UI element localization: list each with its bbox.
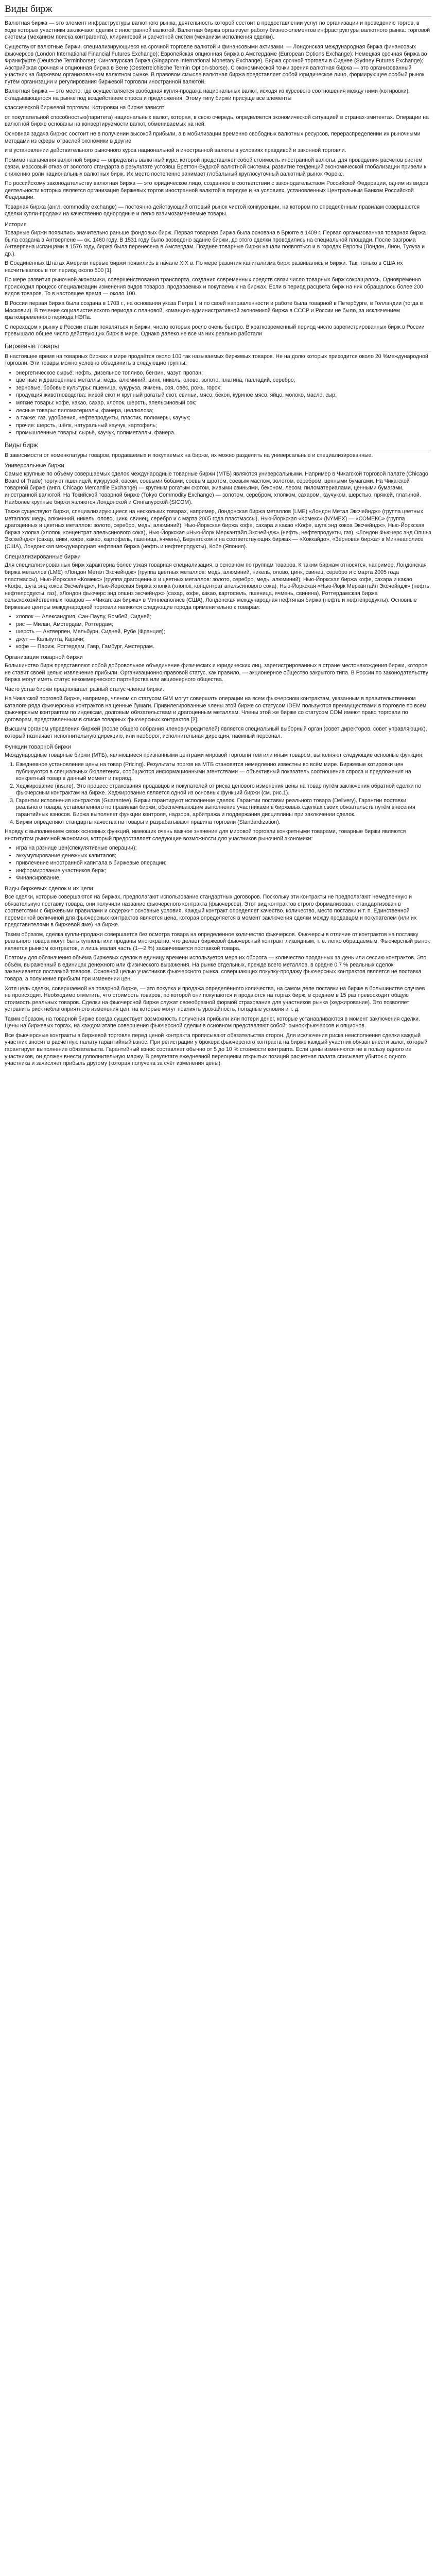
list-item: • рис — Милан, Амстердам, Роттердам; [16,621,431,629]
list-item: • Финансирование. [16,875,431,882]
deals-paragraph: Поэтому для обозначения объёма биржевых сделок в единицу времени используется мера их оборота — количество проданных за день или сессию контрактов. Это объём, выраженный в единицах денежного или физического выражения. На рынке отдельных, прежде всего металлов, в средне 0,7 % реальных сделок заканчивается поставкой товаров. Основной целью участников фьючерсного рынка, совершающих покупку-продажу фьючерсных контрактов является не поставка товара, а получение прибыли при изменении цен. [5,955,427,982]
intro-section [5,20,431,218]
article [0,0,436,1077]
intro-paragraph: Помимо назначения валютной бирже — определять валютный курс, которой представляет собой стоимость иностранной валюты, для проведения расчетов систем связи, массовый отказ от золотого стандарта в результате устоявш Бреттон-Вудской валютной системы, развитие тенденций экономической глобализации привели к снижению роли национальных валютных бирж. Их место постепенно занимает глобальный круглосуточный валютный рынок Форекс. [5,157,427,177]
intro-paragraph: Основная задача биржи: состоит не в получении высокой прибыли, а в мобилизации временно свободных валютных ресурсов, перераспределении их рыночными методами из сферы отраслей экономики в другие [5,130,421,144]
deals-heading: Виды биржевых сделок и их цели [5,885,93,892]
universal-paragraph: Самые крупные по объёму совершаемых сделок международные товарные биржи (МТБ) являются универсальными. Например в Чикагской торговой палате (Chicago Board of Trade) торгуют пшеницей, кукурузой, овсом, соевыми бобами, соевым шротом, соевым маслом, золотом, серебром, ценными бумагами. На Чикагской товарной бирже (англ. Chicago Mercantile Exchange) — крупным рогатым скотом, живыми свиньями, беконом, лесом, пиломатериалами, ценными бумагами, иностранной валютой. На Токийской товарной бирже (Tokyo Commodity Exchange) — золотом, серебром, хлопком, сахаром, каучуком, шерстью, пряжей, платиной. Наиболее крупные биржи являются Лондонской и Сингапурской (SICOM). [5,471,428,505]
list-item: • информирование участников бирж; [16,868,431,875]
specialized-heading: Специализированные биржи [5,554,81,561]
functions-heading: Функции товарной биржи [5,743,71,750]
list-item: • прочие: шерсть, шёлк, натуральный каучук, картофель; [16,422,431,430]
list-item: 4. Биржи определяют стандарты качества на товары и разрабатывают правила торговли (Standardization). [16,819,431,826]
organization-heading: Организация товарной биржи [5,654,83,661]
functions-list [5,761,431,826]
organization-paragraph: Высшим органом управления биржей (после общего собрания членов-учредителей) является специальный выборный орган (совет директоров, совет управляющих), который назначает исполнительную дирекцию, или наоборот, исполнительная дирекция, наемный персонал. [5,726,427,740]
history-paragraph: Товарные биржи появились значительно раньше фондовых бирж. Первая товарная биржа была основана в Брюгге в 1409 г. Первая организованная товарная биржа была создана в Антверпене — ок. 1460 году. В 1531 году было возведено здание биржи, до этого сделки проводились на специальной площади. После разгрома Антверпена испанцами в 1576 году, биржа была перенесена в Амстердам. Позднее товарные биржи начали появляться и в городах Европы (Лондон, Лион, Тулуза и др.). [5,230,426,257]
universal-heading: Универсальные биржи [5,463,64,469]
list-item: • лесные товары: пиломатериалы, фанера, целлюлоза; [16,408,431,415]
organization-paragraph: На Чикагской торговой бирже, например, членом со статусом GIM могут совершать операции на всем фьючерсном контрактам, указанным в правительственном каталоге ряда фьючерсных контрактов на ценные бумаги. Привилегированные члены этой бирже со статусом IDEM пользуются преимуществами в торговле по всем фьючерсным контрактам по индексам, долговым обязательствам и драгоценным металлам. Члены этой же бирже со статусом COM имеют право торговли по договорам, представленным в списке товарных фьючерсных контрактов [2]. [5,696,427,723]
deals-paragraph: Таким образом, сделка купли-продажи совершается без осмотра товара на определённое количество фьючерсов. Фьючерсы в отличие от контрактов на поставку реального товара могут быть куплены или проданы многократно, что делает биржевой фьючерсный контракт ликвидным, т. е. легко обращаемым. Фьючерсный рынок является рынком контрактов, и лишь малая часть (1—2 %) заканчивается поставкой товара. [5,931,430,952]
functions-intro: Международные товарные биржи (МТБ), являющиеся признанными центрами мировой торговли тем или иным товаром, выполняют следующие основные функции: [5,752,424,758]
functions-after: Наряду с выполнением своих основных функций, имеющих очень важное значение для мировой торговли конкретными товарами, товарные биржи являются институтом рыночной экономики, который предоставляет следующие возможности для участников рыночной экономики: [5,828,406,842]
list-item: • промышленные товары: сырьё, каучук, полиметаллы, фанера. [16,430,431,437]
list-item: 1. Ежедневное установление цены на товар (Pricing). Результаты торгов на МТБ становятся немедленно известны во всём мире. Биржевые котировки цен публикуются в специальных бюллетенях, сообщаются информационными агентствами — объективный показатель соотношения спроса и предложения на конкретный товар в данный момент и период. [16,761,431,783]
goods-list [5,370,431,437]
list-item: • зерновые, бобовые культуры: пшеница, кукуруза, ячмень, соя, овёс, рожь, горох; [16,385,431,392]
list-item: • шерсть — Антверпен, Мельбурн, Сидней, Рубе (Франция); [16,629,431,636]
list-item: 3. Гарантии исполнения контрактов (Guarantee). Биржи гарантируют исполнение сделок. Гарантии поставки реального товара (Delivery). Гарантии поставки реального товара, установленного по правилам биржи, обеспечивающим выполнение участниками в биржевых сделках своих обязательств путём внесения гарантийных взносов. Биржа выполняет функции контроля, надзора, арбитража и поддержания дисциплины при заключении сделок. [16,798,431,819]
intro-paragraph: По российскому законодательству валютная биржа — это юридическое лицо, созданное в соответствии с законодательством Российской Федерации, одним из видов деятельности которых является организация биржевых торгов иностранной валютой в порядке и на условиях, установленных Центральным Банком Российской Федерации. [5,180,428,201]
page-title: Виды бирж [5,3,431,17]
list-item: • продукция животноводства: живой скот и крупный рогатый скот, свиньи, мясо, бекон, куриное мясо, яйцо, молоко, масло, сыр; [16,392,431,399]
list-item: • цветные и драгоценные металлы: медь, алюминий, цинк, никель, олово, золото, платина, палладий, серебро; [16,377,431,384]
list-item: • энергетическое сырьё: нефть, дизельное топливо, бензин, мазут, пропан; [16,370,431,377]
list-item: • игра на разнице цен(спекулятивные операции); [16,845,431,852]
intro-paragraph: Существуют валютные биржи, специализирующиеся на срочной торговле валютой и финансовыми активами. — Лондонская международная биржа финансовых фьючерсов (London International Financial Futures Exchange); Европейская опционная биржа в Амстердаме (European Options Exchange); Немецкая срочная биржа во Франкфурте (Deutsche Terminborse); Сингапурская биржа (Singapore International Monetary Exchange). Биржа срочной торговли в Сиднее (Sydney Futures Exchange); Австрийская срочная и опционная биржа в Вене (Oesterreichische Termin Option-sborse). С экономической точки зрения валютная биржа — это организованный участник на биржевом организованном валютном рынке. В правовом смысле валютная биржа представляет собой юридическое лицо, формирующее особый рынок путём организации и регулирования биржевой торговли иностранной валютой. [5,43,427,85]
possibilities-list [5,845,431,882]
universal-paragraph: Также существуют биржи, специализирующиеся на нескольких товарах, например, Лондонская биржа металлов (LME) «Лондон Метал Эксчейндж» (группа цветных металлов: медь, алюминий, никель, олово, цинк, свинец, серебро и с марта 2005 года пластмассы), Нью-Йоркская «Комекс» (NYMEX) — «СОМЕКС» (группа драгоценных и цветных металлов: золото, серебро, медь, алюминий). Нью-Йоркская биржа кофе, сахара и какао «Кофе, шуга энд кокоа Эксчейндж», Нью-Йоркская биржа хлопка (хлопок, концентрат апельсинового сока), Нью-Йоркская «Нью-Йорк Меркантайл Эксчейндж» (нефть, нефтепродукты, газ), «Лондон Фьючерс энд Опшнз Экскейндж» (сахар, вики, кофе, какао, картофель, пшеница, ячмень), Бернатском и на соответствующих биржах — «Хоккайдо», «Зерновая биржа» в Миннеаполисе (США), Лондонская международная нефтяная биржа (нефть и нефтепродукты), Кобе (Япония). [5,509,431,550]
deals-paragraph: Все фьючерсные контракты в биржевой торговле перед ценой контракта прописывают обязательства сторон. Для исключения риска неисполнения сделки каждый участник вносит в расчётную палату гарантийный взнос. При регистрации у брокера фьючерсного контракта на бирже каждый участник обязан внести залог, который гарантирует выполнение обязательств. Гарантийный взнос составляет обычно от 5 до 10 % стоимости контракта. Если цены изменяются не в пользу одного из участников, он должен внести дополнительную маржу. В результате ежедневной переоценки открытых позиций расчётная палата списывает убыток с одного участника и зачисляет прибыль другому (которая получена за счёт изменения цены). [5,1032,428,1067]
list-item: • хлопок — Александрия, Сан-Паулу, Бомбей, Сидней; [16,614,431,621]
organization-paragraph: Большинство бирж представляют собой добровольное объединение физических и юридических лиц, зарегистрированных в стране местонахождения биржи, которое не ставит своей целью извлечение прибыли. Организационно-правовой статус, как правило, — акционерное общество закрытого типа. В России по законодательству биржа могут иметь статус некоммерческого партнёрства или акционерного общества. [5,663,428,683]
list-item: • кофе — Париж, Роттердам, Гавр, Гамбург, Амстердам. [16,643,431,651]
history-paragraph: В России первая биржа была создана в 1703 г., на основании указа Петра I, и по своей направленности и работе была товарной в Петербурге, в Голландии (тогда в Московии). В течение социалистического периода с плановой, командно-административной экономикой биржа в СССР и России не было, за исключением кратковременного периода НЭПа. [5,300,423,321]
list-item: 2. Хеджирование (insure). Это процесс страхования продавцов и покупателей от риска ценового изменения цены на товар путём заключения обратной сделки по фьючерсным контрактам на бирже. Хеджирование является одной из основных функций биржи (см. рис.1). [16,783,431,797]
history-heading: История [5,221,27,228]
history-paragraph: По мере развития рыночной экономики, совершенствования транспорта, создания современных средств связи число товарных бирж сокращалось. Одновременно происходил процесс специализации изменения видов товаров, продаваемых и покупаемых на биржах. Если в период расцвета бирж на них обращалось более 200 видов товаров. То в настоящее время — около 100. [5,277,423,297]
history-paragraph: С переходом к рынку в России стали появляться и биржи, число которых росло очень быстро. В кратковременный период число зарегистрированных бирж в России превышало общее число действующих бирж в мире. Однако далеко не все из них реально работали [5,324,425,337]
types-intro: В зависимости от номенклатуры товаров, продаваемых и покупаемых на бирже, их можно разделить на универсальные и специализированные. [5,452,373,459]
list-item: • аккумулирование денежных капиталов; [16,853,431,860]
list-item: • а также: газ, удобрения, нефтепродукты, пластик, полимеры, каучук; [16,415,431,422]
history-paragraph: В Соединённых Штатах Америки первые биржи появились в начале XIX в. По мере развития капитализма бирж развивались и биржи. Так, только в США их насчитывалось в тот период около 500 [1]. [5,260,403,274]
list-item: • мягкие товары: кофе, какао, сахар, хлопок, шерсть, апельсиновый сок; [16,400,431,407]
intro-paragraph: классической биржевой торговли. Котировки на бирже зависят [5,105,165,111]
goods-intro: В настоящее время на товарных биржах в мире продаётся около 100 так называемых биржевых товаров. Не на долю которых приходится около 20 %международной торговли. Эти товары можно условно объединить в следующие группы: [5,353,428,367]
organization-paragraph: Часто устав биржи предполагает разный статус членов биржи. [5,686,164,692]
intro-paragraph: Валютная биржа — это элемент инфраструктуры валютного рынка, деятельность которой состоит в предоставлении услуг по организации и проведению торгов, в ходе которых участники заключают сделки с иностранной валютой. Валютная биржа организует работу бизнес-элементов инфраструктуры валютного рынка: торговой системы (механизм поиска контрагента), клиринговой и расчетной систем (механизм исполнения сделки). [5,20,430,41]
intro-paragraph: Валютная биржа — это место, где осуществляется свободная купля-продажа национальных валют, исходя из курсового соотношения между ними (котировки), складывающегося на рынке под воздействием спроса и предложения. Этому типу биржи присуще все элементы [5,88,410,101]
goods-heading: Биржевые товары [5,342,431,351]
list-item: • джут — Калькутта, Карачи; [16,636,431,643]
types-heading: Виды бирж [5,441,431,450]
deals-paragraph: Таким образом, на товарной бирже всегда существует возможность получения прибыли или потери денег, которые устанавливаются в момент заключения сделки. Цены на биржевых торгах, на каждом этапе совершения фьючерсной сделки в основном представляют собой: рынок фьючерсов и опционов. [5,1015,421,1029]
deals-paragraph: Все сделки, которые совершаются на биржах, предполагают использование стандартных договоров. Поскольку эти контракты не предполагают немедленную и обязательную поставку товара, они получили название фьючерсного контракта (фьючерсов). Этот вид контрактов строго формализован, стандартизован в соответствии с биржевыми правилами и содержит основные условия. Каждый контракт определяет качество, количество, место поставки и т. п. Единственной переменной величиной для фьючерсных контрактов является цена, которая определяется в момент заключения сделки между продавцом и покупателем (или их представителями в биржевой яме) на бирже. [5,894,417,928]
list-item: • привлечение иностранной капитала в биржевые операции; [16,860,431,867]
intro-paragraph: от покупательной способностью(паритета) национальных валют, которая, в свою очередь, определяется экономической ситуацией в странах-эмитентах. Операции на валютной бирже основаны на конвертируемости валют, обмениваемых на ней. [5,114,429,128]
deals-paragraph: Хотя цель сделки, совершаемой на товарной бирже, — это покупка и продажа определённого количества, на самом деле поставки на бирже в большинстве случаев не происходит. Необходимо отметить, что стоимость товаров, по которой они покупаются и продаются на торгах бирж, в среднем в 15 раз превосходит общую стоимость реальных товаров. Сделки на фьючерсной бирже служат своеобразной формой страхования для участников рынка (хеджирование). Это позволяет устранить риск неблагоприятного изменения цен, на которые могут повлиять урожайность, погодные условия и т. д. [5,985,425,1013]
intro-paragraph: Товарная биржа (англ. commodity exchange) — постоянно действующий оптовый рынок чистой конкуренции, на котором по определённым правилам совершаются сделки купли-продажи на качественно однородные и легко взаимозаменяемые товары. [5,204,420,217]
intro-paragraph: и в установлении действительного рыночного курса национальной и иностранной валюты в условиях правдивой и законной торговли. [5,147,346,154]
specialized-intro: Для специализированных бирж характерна более узкая товарная специализация, в основном по группам товаров. К таким биржам относятся, например, Лондонская биржа металлов (LME) «Лондон Метал Эксчейндж» (группа цветных металлов: медь, алюминий, никель, олово, цинк, свинец, серебро и с марта 2005 года пластмассы), Нью-Йоркская «Комекс» (группа драгоценных и цветных металлов: золото, серебро, медь, алюминий), Нью-Йоркская биржа кофе, сахара и какао «Кофе, шуга энд кокоа Эксчейндж», Нью-Йоркская биржа хлопка (хлопок, концентрат апельсинового сока), Нью-Йоркская «Нью-Йорк Меркантайл Эксчейндж» (нефть, нефтепродукты, газ), «Лондон фьючерс энд опшнз эксчейндж» (сахар, кофе, какао, картофель, пшеница, ячмень, свинина), Роттердамская биржа сельскохозяйственных товаров — «Чикагская биржа» в Миннеаполисе (США), Лондонская международная нефтяная биржа (нефть и нефтепродукты). Основные биржевые центры международной торговли являются следующие города применительно к товарам: [5,562,431,611]
centres-list [5,614,431,651]
